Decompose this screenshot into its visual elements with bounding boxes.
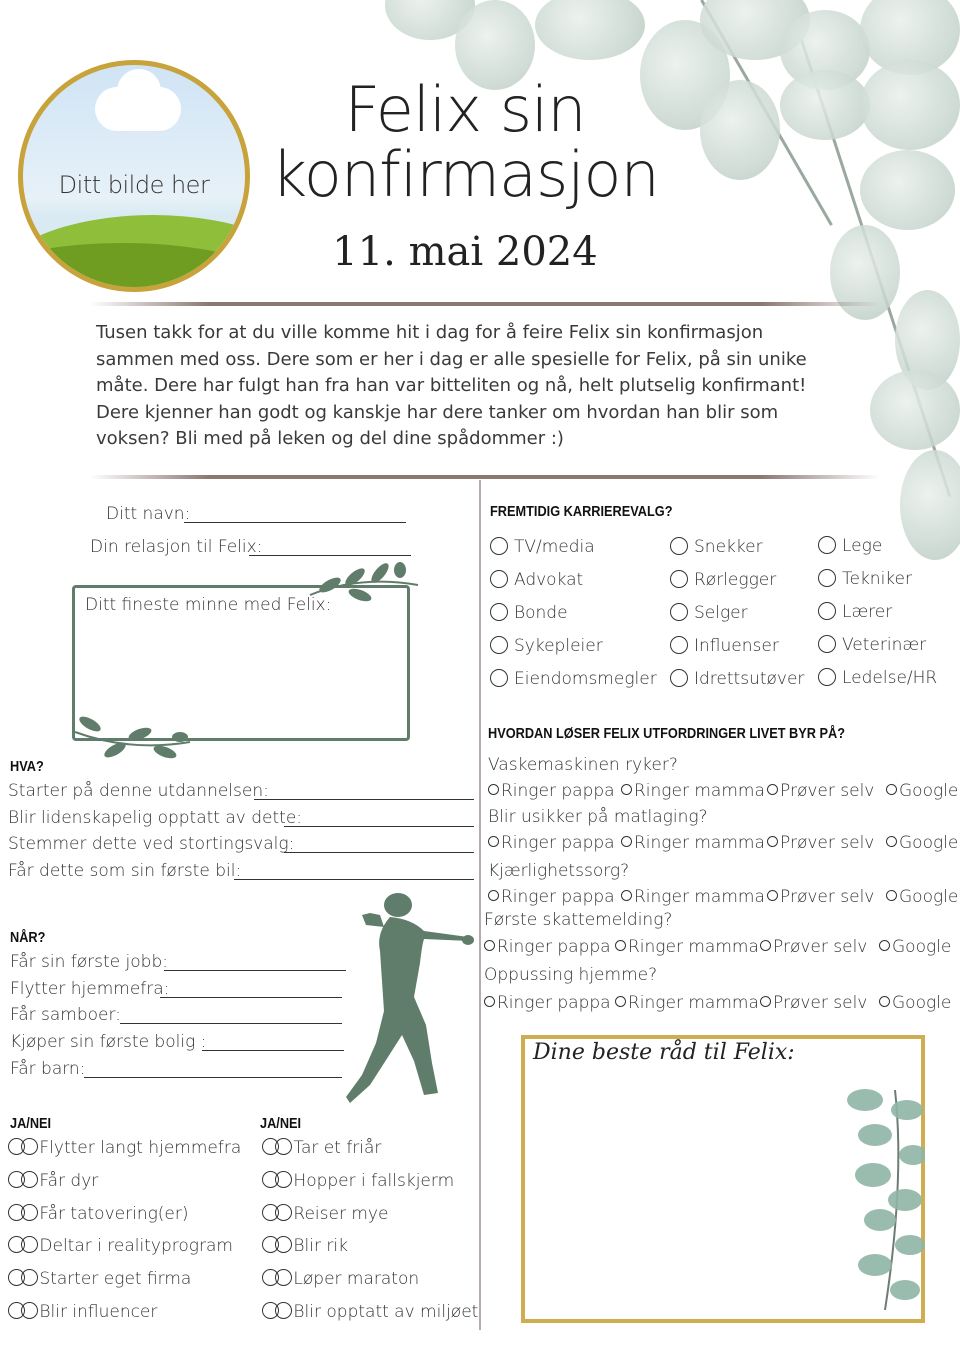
answer-option[interactable]: Prøver selv [767,833,874,853]
radio-circle[interactable] [484,940,495,951]
radio-circle[interactable] [490,570,508,588]
no-circle[interactable] [275,1138,292,1155]
radio-circle[interactable] [490,603,508,621]
janei-list-left [8,1138,241,1335]
career-option[interactable]: Bonde [490,603,657,636]
title-line-2: konfirmasjon [271,138,659,211]
career-option[interactable]: Influenser [670,636,804,669]
answer-option[interactable]: Ringer pappa [484,993,611,1013]
no-circle[interactable] [21,1269,38,1286]
janei-item[interactable]: Blir influencer [8,1302,241,1335]
no-circle[interactable] [275,1236,292,1253]
radio-circle[interactable] [818,635,836,653]
answer-option[interactable]: Ringer mamma [615,937,759,957]
radio-circle[interactable] [621,836,632,847]
janei-item[interactable]: Deltar i realityprogram [8,1236,241,1269]
naar-field[interactable] [164,970,346,971]
intro-line: sammen med oss. Dere som er her i dag er alle spesielle for Felix, på sin unike [96,348,807,370]
janei-item[interactable]: Får tatovering(er) [8,1204,241,1237]
naar-item: Får sin første jobb: [10,952,168,972]
radio-circle[interactable] [767,890,778,901]
radio-circle[interactable] [818,668,836,686]
no-circle[interactable] [275,1171,292,1188]
janei-item[interactable]: Tar et friår [262,1138,478,1171]
radio-circle[interactable] [484,996,495,1007]
naar-field[interactable] [160,997,342,998]
answer-option[interactable]: Prøver selv [767,887,874,907]
radio-circle[interactable] [886,784,897,795]
no-circle[interactable] [21,1302,38,1319]
challenge-question: Vaskemaskinen ryker? [488,755,678,775]
radio-circle[interactable] [490,669,508,687]
career-option[interactable]: Lærer [818,602,937,635]
career-option[interactable]: Advokat [490,570,657,603]
radio-circle[interactable] [670,537,688,555]
memory-label: Ditt fineste minne med Felix: [85,595,332,615]
career-option[interactable]: Snekker [670,537,804,570]
hva-item: Starter på denne utdannelsen: [8,781,269,801]
answer-option[interactable]: Ringer pappa [484,937,611,957]
career-option[interactable]: Eiendomsmegler [490,669,657,702]
advice-title: Dine beste råd til Felix: [533,1040,795,1065]
photo-placeholder[interactable] [18,60,250,292]
cloud-icon [95,87,181,131]
career-option[interactable]: Veterinær [818,635,937,668]
answer-option[interactable]: Prøver selv [760,937,867,957]
column-divider [479,480,481,1330]
no-circle[interactable] [275,1269,292,1286]
career-col-1 [490,537,657,702]
naar-item: Får samboer: [10,1005,121,1025]
janei-item[interactable]: Starter eget firma [8,1269,241,1302]
divider-top [90,302,880,306]
naar-field[interactable] [120,1023,342,1024]
challenge-question: Blir usikker på matlaging? [488,807,708,827]
radio-circle[interactable] [818,536,836,554]
relation-label: Din relasjon til Felix: [90,537,263,557]
radio-circle[interactable] [490,537,508,555]
name-field[interactable] [184,522,406,523]
hva-item: Stemmer dette ved stortingsvalg: [8,834,295,854]
hva-field[interactable] [284,852,474,853]
radio-circle[interactable] [818,569,836,587]
naar-field[interactable] [202,1050,344,1051]
janei-item[interactable]: Hopper i fallskjerm [262,1171,478,1204]
no-circle[interactable] [21,1138,38,1155]
radio-circle[interactable] [490,636,508,654]
career-option[interactable]: Idrettsutøver [670,669,804,702]
challenge-question: Første skattemelding? [484,910,673,930]
photo-caption: Ditt bilde her [58,171,210,199]
career-option[interactable]: Sykepleier [490,636,657,669]
career-col-2 [670,537,804,702]
answer-option[interactable]: Google [879,937,951,957]
answer-option[interactable]: Google [886,833,958,853]
radio-circle[interactable] [886,836,897,847]
career-option[interactable]: TV/media [490,537,657,570]
naar-item: Kjøper sin første bolig : [10,1032,207,1052]
janei-list-right [262,1138,478,1335]
hva-field[interactable] [234,879,474,880]
answer-option[interactable]: Google [886,781,958,801]
radio-circle[interactable] [488,784,499,795]
radio-circle[interactable] [621,784,632,795]
eucalyptus-icon [835,1080,925,1315]
janei-item[interactable]: Blir rik [262,1236,478,1269]
golfer-icon [340,885,475,1110]
radio-circle[interactable] [760,996,771,1007]
janei-heading-left: JA/NEI [10,1115,52,1132]
branch-icon [300,555,425,610]
janei-item[interactable]: Blir opptatt av miljøet [262,1302,478,1335]
radio-circle[interactable] [760,940,771,951]
radio-circle[interactable] [879,940,890,951]
career-option[interactable]: Ledelse/HR [818,668,937,701]
janei-item[interactable]: Får dyr [8,1171,241,1204]
career-heading: FREMTIDIG KARRIEREVALG? [490,503,673,520]
answer-option[interactable]: Ringer mamma [615,993,759,1013]
answer-option[interactable]: Google [879,993,951,1013]
career-option[interactable]: Tekniker [818,569,937,602]
radio-circle[interactable] [670,603,688,621]
janei-item[interactable]: Reiser mye [262,1204,478,1237]
challenges-heading: HVORDAN LØSER FELIX UTFORDRINGER LIVET BYR PÅ? [488,725,846,742]
answer-option[interactable]: Ringer mamma [621,833,765,853]
radio-circle[interactable] [621,890,632,901]
radio-circle[interactable] [670,636,688,654]
radio-circle[interactable] [488,836,499,847]
intro-text [96,320,866,453]
hva-heading: HVA? [10,758,44,775]
career-option[interactable]: Selger [670,603,804,636]
hva-field[interactable] [284,826,474,827]
radio-circle[interactable] [615,940,626,951]
intro-line: Dere kjenner han godt og kanskje har dere tanker om hvordan han blir som [96,401,779,423]
intro-line: Tusen takk for at du ville komme hit i dag for å feire Felix sin konfirmasjon [96,322,764,343]
no-circle[interactable] [275,1204,292,1221]
no-circle[interactable] [21,1204,38,1221]
naar-item: Får barn: [10,1059,86,1079]
intro-line: måte. Dere har fulgt han fra han var bitteliten og nå, helt plutselig konfirmant! [96,375,807,396]
radio-circle[interactable] [670,570,688,588]
event-date: 11. mai 2024 [332,229,598,275]
radio-circle[interactable] [879,996,890,1007]
answer-option[interactable]: Google [886,887,958,907]
challenge-question: Kjærlighetssorg? [488,861,630,881]
answer-option[interactable]: Ringer pappa [488,781,615,801]
radio-circle[interactable] [818,602,836,620]
radio-circle[interactable] [615,996,626,1007]
hva-item: Blir lidenskapelig opptatt av dette: [8,808,303,828]
naar-item: Flytter hjemmefra: [10,979,170,999]
name-label: Ditt navn: [106,504,191,524]
career-option[interactable]: Rørlegger [670,570,804,603]
career-option[interactable]: Lege [818,536,937,569]
janei-item[interactable]: Løper maraton [262,1269,478,1302]
no-circle[interactable] [21,1171,38,1188]
naar-field[interactable] [84,1077,342,1078]
janei-heading-right: JA/NEI [260,1115,302,1132]
branch-icon [70,712,195,767]
hva-field[interactable] [254,799,474,800]
no-circle[interactable] [275,1302,292,1319]
career-col-3 [818,536,937,701]
answer-option[interactable]: Ringer pappa [488,833,615,853]
answer-option[interactable]: Ringer mamma [621,781,765,801]
no-circle[interactable] [21,1236,38,1253]
hva-item: Får dette som sin første bil: [8,861,242,881]
answer-option[interactable]: Ringer pappa [488,887,615,907]
intro-line: voksen? Bli med på leken og del dine spådommer :) [96,428,564,449]
divider-middle [90,475,880,479]
title-line-1: Felix sin [344,73,586,146]
naar-heading: NÅR? [10,929,46,946]
answer-option[interactable]: Ringer mamma [621,887,765,907]
radio-circle[interactable] [488,890,499,901]
radio-circle[interactable] [886,890,897,901]
answer-option[interactable]: Prøver selv [760,993,867,1013]
radio-circle[interactable] [670,669,688,687]
radio-circle[interactable] [767,784,778,795]
answer-option[interactable]: Prøver selv [767,781,874,801]
challenge-question: Oppussing hjemme? [484,965,658,985]
janei-item[interactable]: Flytter langt hjemmefra [8,1138,241,1171]
radio-circle[interactable] [767,836,778,847]
